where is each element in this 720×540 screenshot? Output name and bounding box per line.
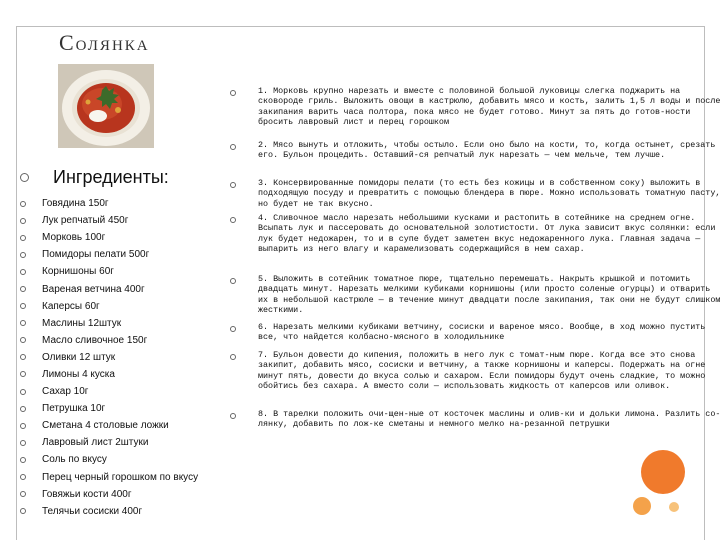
recipe-step-text: 2. Мясо вынуть и отложить, чтобы остыло. Если оно было на кости, то, когда остынет, срезать его. Бульон процедить. Оставший-ся репчатый лук нарезать — чем мельче, тем лучше. [258, 140, 716, 161]
list-item [20, 451, 198, 468]
list-item [20, 417, 198, 434]
bullet-icon [20, 406, 26, 412]
decorative-orange-circle [641, 450, 685, 494]
list-item [20, 263, 198, 280]
bullet-icon [20, 389, 26, 395]
recipe-step-text: 1. Морковь крупно нарезать и вместе с половиной большой луковицы слегка поджарить на сковороде гриль. Выложить овощи в кастрюлю, добавить мясо и кость, залить 1,5 л воды и после закипания варить часа полтора, пока мясо не будет готово. Минут за пять до готов-ности бросить лавровый лист и перец горошком [258, 86, 720, 128]
bullet-icon [20, 440, 26, 446]
ingredient-text: Лимоны 4 куска [42, 368, 115, 380]
bullet-icon [20, 337, 26, 343]
ingredient-text: Перец черный горошком по вкусу [42, 471, 199, 483]
recipe-step [230, 274, 720, 316]
bullet-icon [230, 413, 236, 419]
list-item [20, 349, 198, 366]
bullet-icon [20, 423, 26, 429]
recipe-step [230, 409, 720, 430]
recipe-step [230, 322, 720, 343]
bullet-icon [230, 90, 236, 96]
bullet-icon [20, 218, 26, 224]
ingredient-text: Корнишоны 60г [42, 266, 114, 278]
bullet-icon [230, 182, 236, 188]
bullet-icon [230, 354, 236, 360]
list-item [20, 212, 198, 229]
bullet-icon [20, 286, 26, 292]
bullet-icon [230, 278, 236, 284]
bullet-icon [20, 354, 26, 360]
bullet-icon [20, 252, 26, 258]
list-item [20, 315, 198, 332]
recipe-step [230, 350, 720, 392]
list-item [20, 383, 198, 400]
ingredient-text: Сметана 4 столовые ложки [42, 420, 169, 432]
list-item [20, 332, 198, 349]
recipe-step-text: 7. Бульон довести до кипения, положить в него лук с томат-ным пюре. Когда все это снова закипит, добавить мясо, сосиски и ветчину, а также корнишоны и каперсы. Подержать на огне минут пять, довести до вкуса солью и сахаром. Если помидоры будут очень сладкие, то можно обойтись без сахара. А вместо соли — использовать жидкость от каперсов или оливок. [258, 350, 706, 392]
ingredients-heading [20, 166, 169, 188]
soup-bowl-icon [58, 64, 154, 148]
list-item [20, 246, 198, 263]
ingredient-text: Вареная ветчина 400г [42, 283, 145, 295]
slide-title: Солянка [59, 30, 150, 55]
ingredient-text: Маслины 12штук [42, 317, 122, 329]
ingredient-text: Лавровый лист 2штуки [42, 437, 149, 449]
bullet-icon [20, 235, 26, 241]
list-item [20, 229, 198, 246]
ingredient-text: Телячьи сосиски 400г [42, 505, 143, 517]
ingredient-text: Соль по вкусу [42, 454, 107, 466]
list-item [20, 486, 198, 503]
bullet-icon [230, 326, 236, 332]
list-item [20, 280, 198, 297]
recipe-step [230, 86, 720, 128]
bullet-icon [20, 371, 26, 377]
list-item [20, 469, 198, 486]
ingredient-text: Петрушка 10г [42, 403, 106, 415]
recipe-step [230, 213, 720, 255]
ingredient-text: Говядина 150г [42, 198, 109, 210]
recipe-step-text: 3. Консервированные помидоры пелати (то есть без кожицы и в собственном соку) выложить в подходящую посуду и превратить с помощью блендера в пюре. Можно использовать томатную пасту, но будет не так вкусно. [258, 178, 720, 209]
recipe-step-text: 8. В тарелки положить очи-щен-ные от косточек маслины и олив-ки и дольки лимона. Разлить со-лянку, добавить по лож-ке сметаны и немного мелко на-резанной петрушки [258, 409, 720, 430]
decorative-tiny-circle [669, 502, 679, 512]
bullet-icon [20, 474, 26, 480]
decorative-small-circle [633, 497, 651, 515]
bullet-icon [20, 201, 26, 207]
ingredient-text: Каперсы 60г [42, 300, 100, 312]
soup-image [58, 64, 154, 148]
ingredient-text: Оливки 12 штук [42, 351, 116, 363]
list-item [20, 195, 198, 212]
ingredient-text: Сахар 10г [42, 386, 89, 398]
list-item [20, 298, 198, 315]
list-item [20, 503, 198, 520]
bullet-icon [20, 491, 26, 497]
recipe-step [230, 140, 720, 161]
recipe-step [230, 178, 720, 209]
ingredient-text: Лук репчатый 450г [42, 215, 129, 227]
slide-frame-left [16, 26, 17, 540]
bullet-icon [20, 457, 26, 463]
bullet-icon [20, 269, 26, 275]
list-item [20, 400, 198, 417]
recipe-step-text: 4. Сливочное масло нарезать небольшими кусками и растопить в сотейнике на среднем огне. Всыпать лук и пассеровать до основательной золотистости. От лука зависит вкус солянки: если лук будет недожарен, то и в супе будет заметен вкус недожаренного лука. Главная задача — выпарить из него влагу и карамелизовать содержащийся в нем сахар. [258, 213, 716, 255]
bullet-icon [20, 508, 26, 514]
bullet-icon [20, 320, 26, 326]
recipe-step-text: 5. Выложить в сотейник томатное пюре, тщательно перемешать. Накрыть крышкой и потомить двадцать минут. Нарезать мелкими кубиками корнишоны (или просто соленые огурцы) и отварить их в небольшой кастрюле — в течение минут двадцати после закипания, так они не будут слишком жесткими. [258, 274, 720, 316]
ingredient-text: Говяжьи кости 400г [42, 488, 132, 500]
ingredient-text: Морковь 100г [42, 232, 106, 244]
bullet-icon [230, 217, 236, 223]
recipe-step-text: 6. Нарезать мелкими кубиками ветчину, сосиски и вареное мясо. Вообще, в ход можно пустить все, что найдется колбасно-мясного в холодильнике [258, 322, 706, 343]
bullet-icon [20, 303, 26, 309]
bullet-icon [230, 144, 236, 150]
ingredients-heading-text: Ингредиенты: [53, 166, 169, 187]
ingredient-text: Масло сливочное 150г [42, 334, 148, 346]
ingredient-text: Помидоры пелати 500г [42, 249, 150, 261]
bullet-icon [20, 173, 29, 182]
list-item [20, 434, 198, 451]
ingredients-list [20, 195, 198, 520]
list-item [20, 366, 198, 383]
